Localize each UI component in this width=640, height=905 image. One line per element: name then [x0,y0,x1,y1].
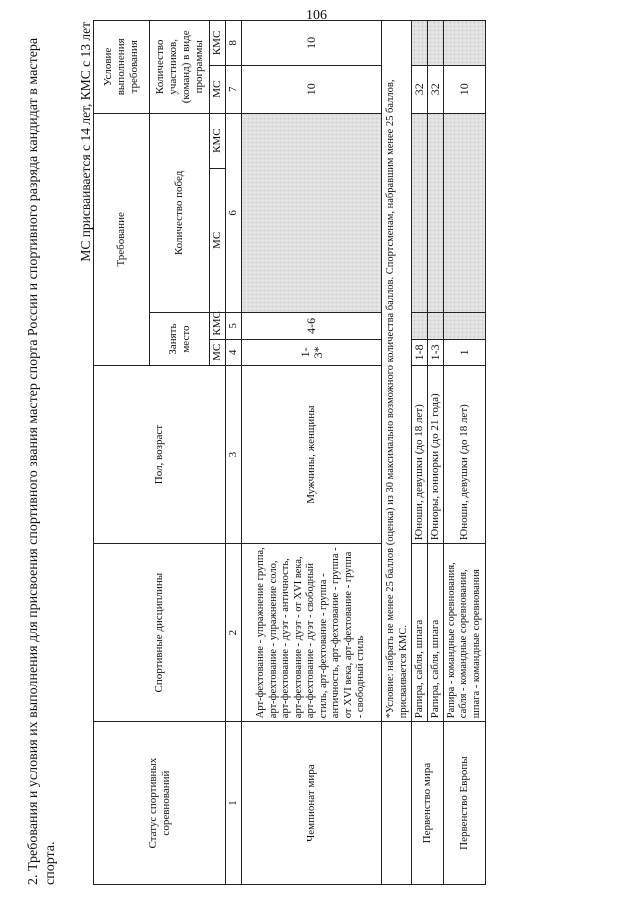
col-num-7: 7 [226,65,242,113]
header-gender-age: Пол, возраст [94,366,226,544]
table-row [444,21,486,885]
row-status: Первенство мира [412,722,444,885]
row-gender-age: Юноши, девушки (до 18 лет) [444,366,486,544]
row-place-kms: 4-6 [242,313,382,339]
header-condition: Условие выполнения требования [94,21,150,114]
row-disciplines: Арт-фехтование - упражнение группа, арт-фехтование - упражнение соло, арт-фехтование - дуэт - античность, арт-фехтование - дуэт - от XVI века, арт-фехтование - дуэт - свободный стиль, арт-фехтование - группа - античность, арт-фехтование - группа - от XVI века, арт-фехтование - группа - свободный стиль [242,544,382,722]
header-wins-ms: МС [210,168,226,312]
header-participants-ms: МС [210,65,226,113]
row-place-ms: 1-8 [412,339,428,365]
row-participants-kms-empty [428,21,444,66]
col-num-1: 1 [226,722,242,885]
row-status: Первенство Европы [444,722,486,885]
page-number: 106 [306,8,327,23]
column-numbers-row [226,21,242,885]
row-disciplines: Рапира - командные соревнования, сабля - командные соревнования, шпага - командные соревнования [444,544,486,722]
row-participants-ms: 10 [444,65,486,113]
header-place-ms: МС [210,339,226,365]
condition-row [382,21,412,885]
row-place-kms-empty [444,313,486,339]
header-place-kms: КМС [210,313,226,339]
requirements-table [93,20,486,885]
header-status: Статус спортивных соревнований [94,722,226,885]
header-participants: Количество участников, (команд) в виде программы [150,21,210,114]
row-place-ms: 1-3 [428,339,444,365]
header-disciplines: Спортивные дисциплины [94,544,226,722]
row-place-kms-empty [428,313,444,339]
row-gender-age: Юноши, девушки (до 18 лет) [412,366,428,544]
row-participants-kms-empty [412,21,428,66]
row-wins-empty [444,113,486,312]
table-row [242,21,382,885]
row-place-ms: 1 [444,339,486,365]
header-place: Занять место [150,313,210,366]
row-wins-empty [428,113,444,312]
header-requirement: Требование [94,113,150,365]
col-num-4: 4 [226,339,242,365]
row-gender-age: Юниоры, юниорки (до 21 года) [428,366,444,544]
row-wins-empty [412,113,428,312]
col-num-5: 5 [226,313,242,339]
header-row-1 [94,21,150,885]
row-participants-ms: 32 [412,65,428,113]
row-disciplines: Рапира, сабля, шпага [412,544,428,722]
table-row [412,21,428,885]
col-num-8: 8 [226,21,242,66]
row-participants-kms: 10 [242,21,382,66]
row-wins-empty [242,113,382,312]
row-participants-ms: 32 [428,65,444,113]
col-num-2: 2 [226,544,242,722]
col-num-3: 3 [226,366,242,544]
row-place-ms: 1-3* [242,339,382,365]
col-num-6: 6 [226,113,242,312]
header-participants-kms: КМС [210,21,226,66]
condition-note: *Условие: набрать не менее 25 баллов (оценка) из 30 максимально возможного количества баллов. Спортсменам, набравшим менее 25 баллов, присваивается КМС. [382,21,412,722]
header-wins: Количество побед [150,113,210,312]
row-disciplines: Рапира, сабля, шпага [428,544,444,722]
row-participants-kms-empty [444,21,486,66]
condition-status-empty [382,722,412,885]
header-wins-kms: КМС [210,113,226,168]
age-note: МС присваивается с 14 лет, КМС с 13 лет [78,22,93,262]
row-participants-ms: 10 [242,65,382,113]
row-status: Чемпионат мира [242,722,382,885]
row-place-kms-empty [412,313,428,339]
page-title: 2. Требования и условия их выполнения для присвоения спортивного звания мастер спорта России и спортивного разряда кандидат в мастера спорта. [26,37,58,885]
row-gender-age: Мужчины, женщины [242,366,382,544]
